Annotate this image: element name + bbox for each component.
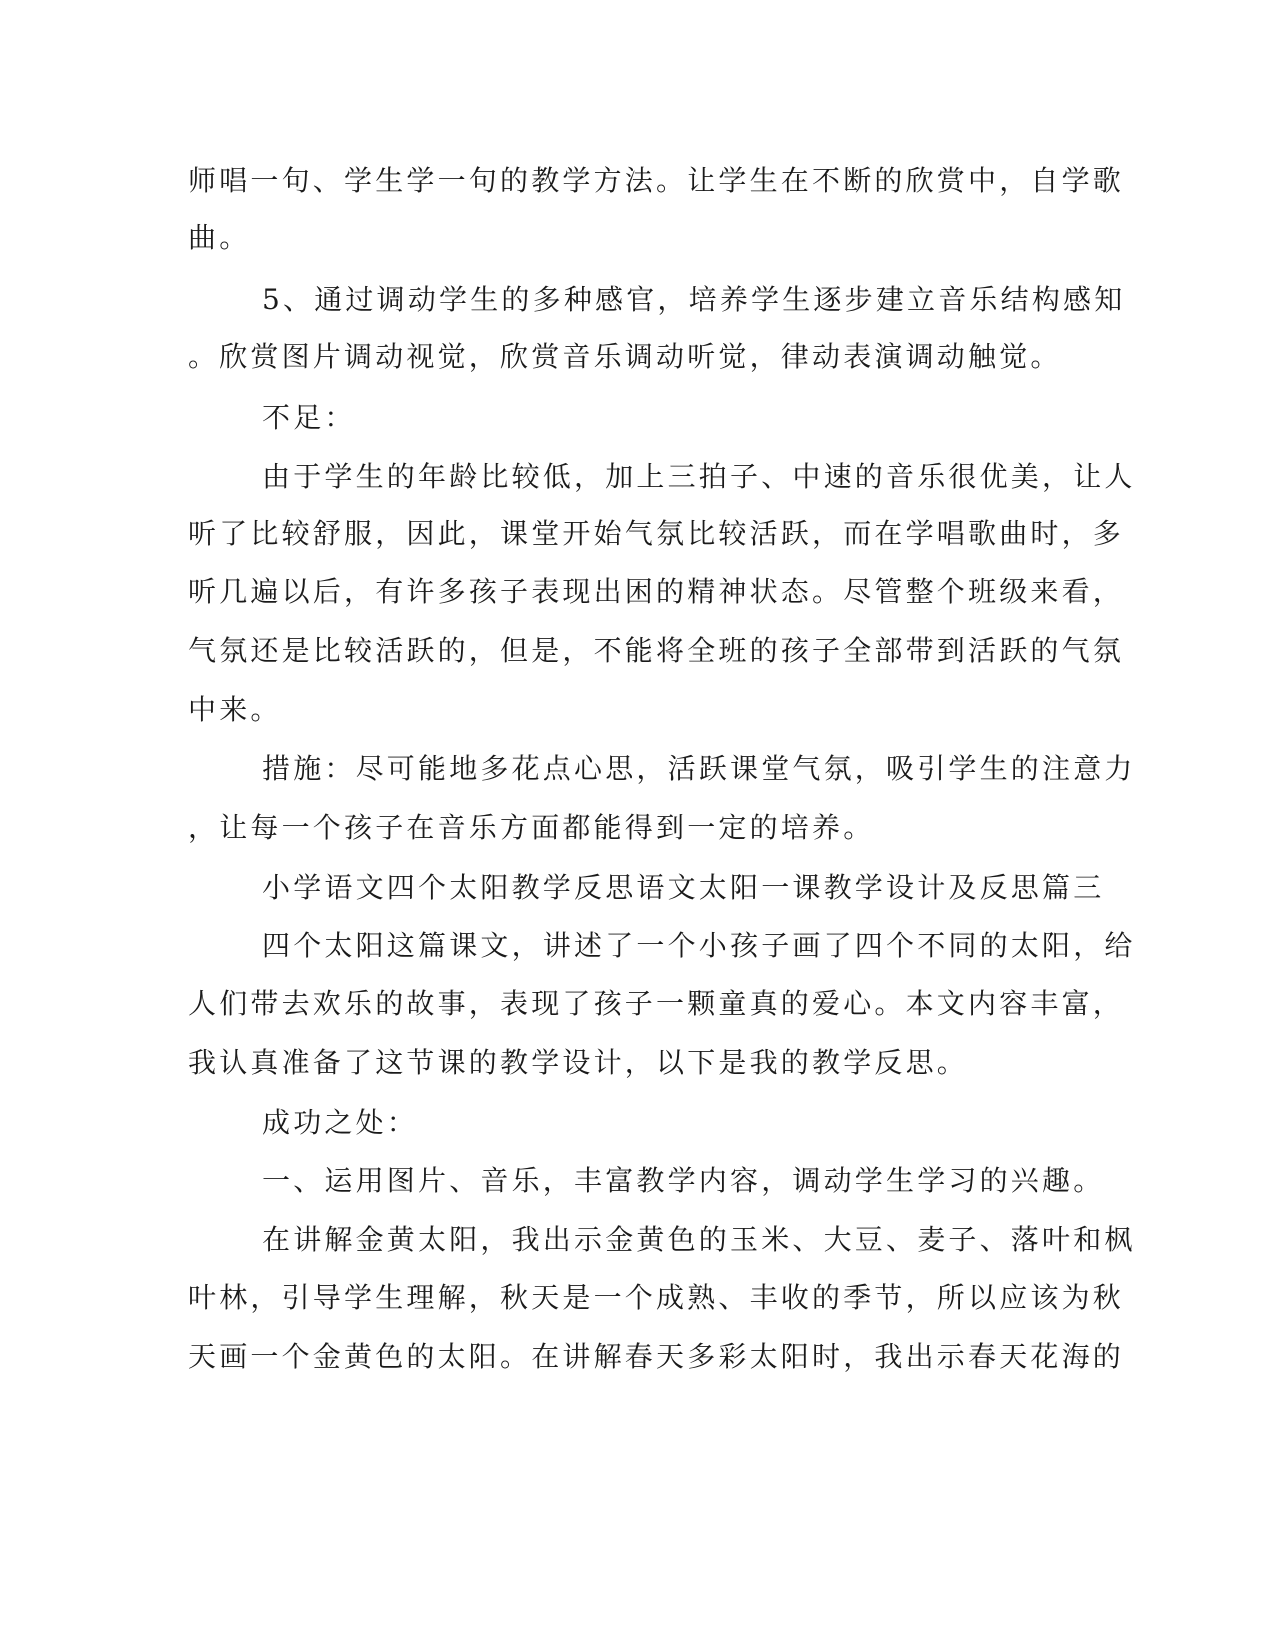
text-line-6: 由于学生的年龄比较低，加上三拍子、中速的音乐很优美，让人 (262, 460, 1136, 493)
text-line-3: 5、通过调动学生的多种感官，培养学生逐步建立音乐结构感知 (262, 283, 1126, 316)
text-line-1: 师唱一句、学生学一句的教学方法。让学生在不断的欣赏中，自学歌 (188, 164, 1125, 197)
text-line-11: 措施：尽可能地多花点心思，活跃课堂气氛，吸引学生的注意力 (262, 752, 1136, 785)
text-line-5: 不足： (262, 401, 356, 434)
text-line-19: 在讲解金黄太阳，我出示金黄色的玉米、大豆、麦子、落叶和枫 (262, 1223, 1136, 1256)
text-line-18: 一、运用图片、音乐，丰富教学内容，调动学生学习的兴趣。 (262, 1164, 1105, 1197)
text-line-10: 中来。 (188, 693, 282, 726)
text-line-17: 成功之处： (262, 1106, 419, 1139)
text-line-2: 曲。 (188, 221, 251, 254)
text-line-8: 听几遍以后，有许多孩子表现出困的精神状态。尽管整个班级来看， (188, 575, 1125, 608)
text-line-9: 气氛还是比较活跃的，但是，不能将全班的孩子全部带到活跃的气氛 (188, 634, 1125, 667)
text-line-20: 叶林，引导学生理解，秋天是一个成熟、丰收的季节，所以应该为秋 (188, 1281, 1125, 1314)
text-line-4: 。欣赏图片调动视觉，欣赏音乐调动听觉，律动表演调动触觉。 (188, 340, 1062, 373)
text-line-16: 我认真准备了这节课的教学设计，以下是我的教学反思。 (188, 1046, 969, 1079)
text-line-14: 四个太阳这篇课文，讲述了一个小孩子画了四个不同的太阳，给 (262, 929, 1136, 962)
text-line-12: ，让每一个孩子在音乐方面都能得到一定的培养。 (188, 811, 875, 844)
text-line-7: 听了比较舒服，因此，课堂开始气氛比较活跃，而在学唱歌曲时，多 (188, 517, 1125, 550)
text-line-13: 小学语文四个太阳教学反思语文太阳一课教学设计及反思篇三 (262, 871, 1105, 904)
text-line-15: 人们带去欢乐的故事，表现了孩子一颗童真的爱心。本文内容丰富， (188, 987, 1125, 1020)
text-line-21: 天画一个金黄色的太阳。在讲解春天多彩太阳时，我出示春天花海的 (188, 1340, 1125, 1373)
